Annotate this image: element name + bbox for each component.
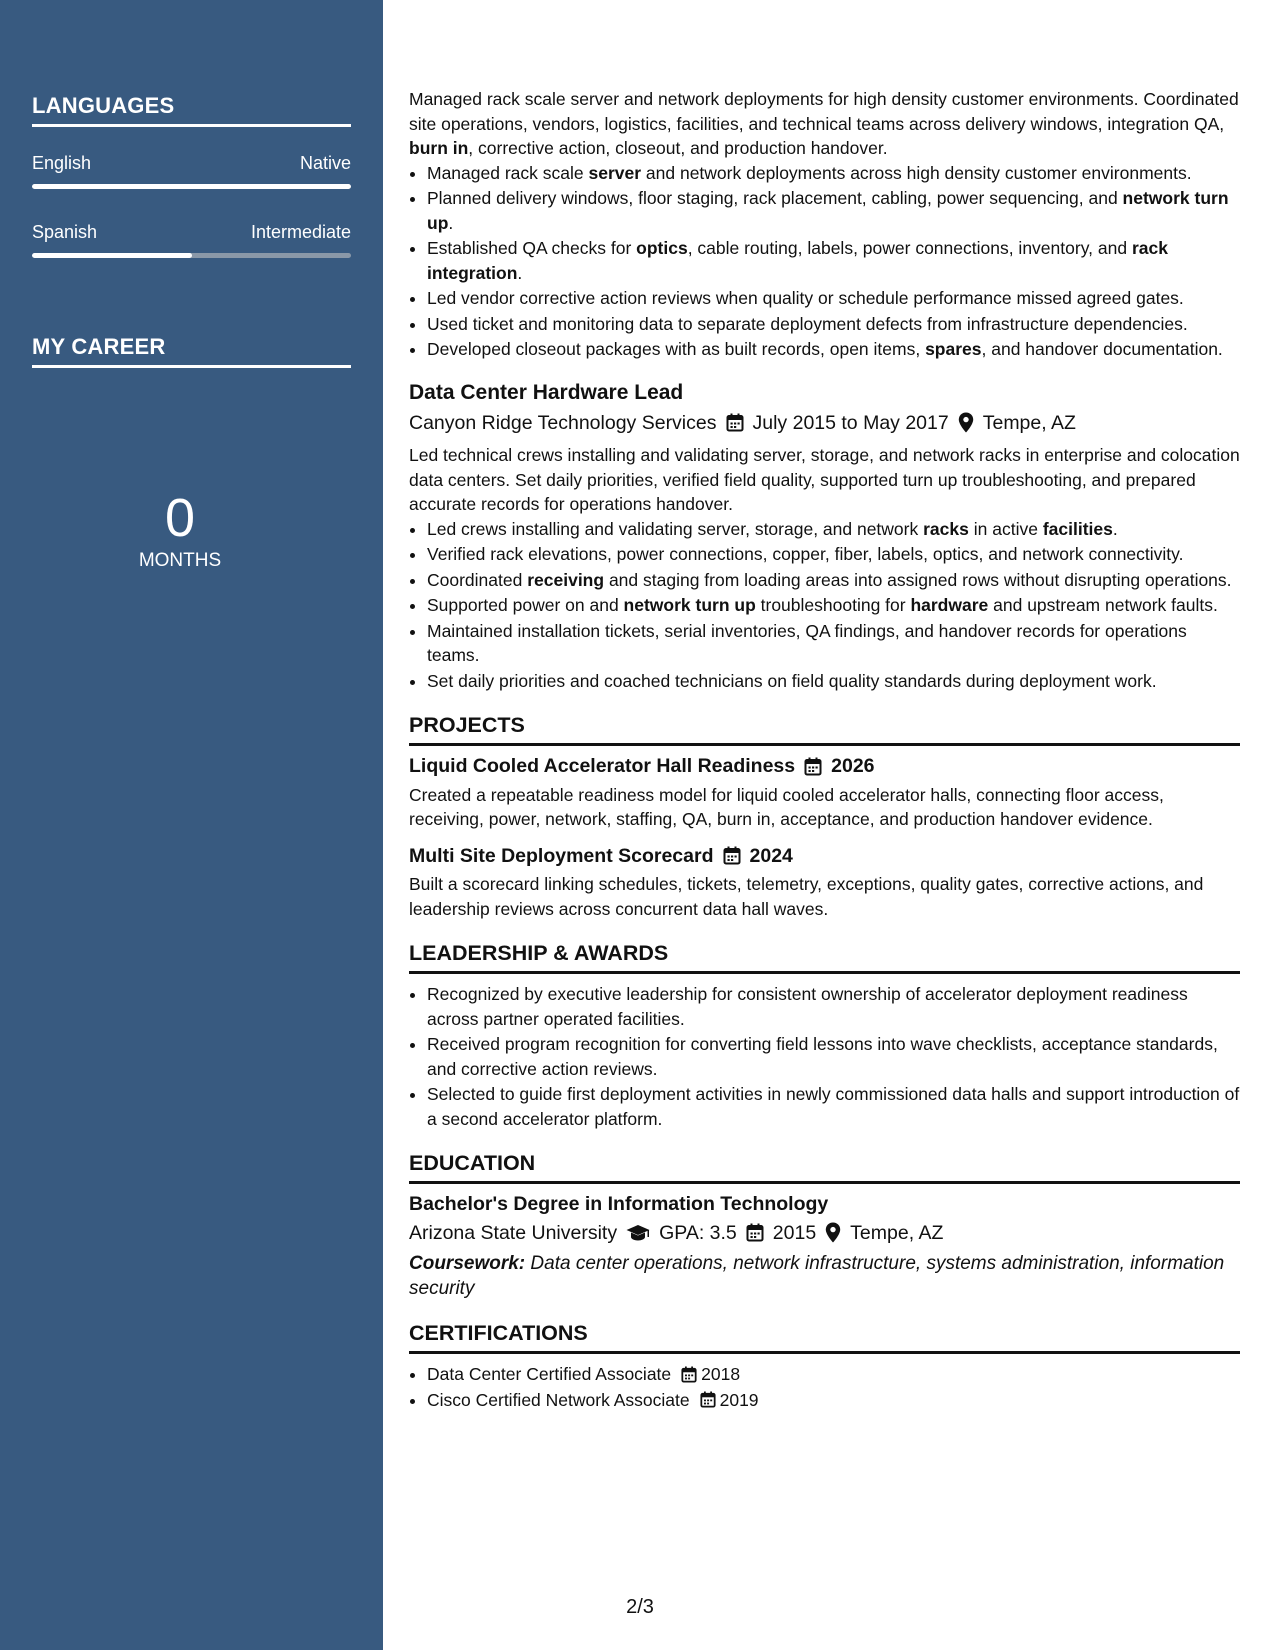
calendar-icon xyxy=(746,1223,764,1242)
calendar-icon xyxy=(726,413,744,432)
location-pin-icon xyxy=(958,412,974,433)
language-level: Native xyxy=(299,153,351,173)
list-item: • Used ticket and monitoring data to separate deployment defects from infrastructure dependencies. xyxy=(427,312,1240,337)
list-item: • Coordinated receiving and staging from loading areas into assigned rows without disrupting operations. xyxy=(427,568,1240,593)
list-item: • Received program recognition for converting field lessons into wave checklists, acceptance standards, and corrective action reviews. xyxy=(427,1032,1240,1081)
graduation-cap-icon xyxy=(626,1224,650,1242)
project-title: Multi Site Deployment Scorecard xyxy=(409,844,714,867)
bold-text: burn in xyxy=(409,138,469,158)
leadership-heading: LEADERSHIP & AWARDS xyxy=(409,939,1240,974)
education-heading: EDUCATION xyxy=(409,1149,1240,1184)
job-summary xyxy=(409,87,1240,161)
project-year: 2026 xyxy=(831,755,875,777)
job-summary: Led technical crews installing and validating server, storage, and network racks in enterprise and colocation data centers. Set daily priorities, verified field quality, supported turn up troubleshooting, and prepared accurate records for operations handover. xyxy=(409,445,1240,514)
certification-list xyxy=(409,1362,1240,1412)
list-item: • Selected to guide first deployment activities in newly commissioned data halls and support introduction of a second accelerator platform. xyxy=(427,1082,1240,1131)
language-row-english xyxy=(32,153,351,174)
project-title: Liquid Cooled Accelerator Hall Readiness xyxy=(409,755,796,777)
career-heading: MY CAREER xyxy=(32,334,351,368)
language-row-spanish xyxy=(32,222,351,243)
list-item: • Managed rack scale server and network deployments across high density customer environments. xyxy=(427,161,1240,186)
projects-heading: PROJECTS xyxy=(409,711,1240,746)
company-name: Canyon Ridge Technology Services xyxy=(409,411,717,434)
list-item: • Planned delivery windows, floor staging, rack placement, cabling, power sequencing, and network turn up. xyxy=(427,186,1240,235)
calendar-icon xyxy=(700,1391,716,1408)
list-item: • Verified rack elevations, power connections, copper, fiber, labels, optics, and network connectivity. xyxy=(427,542,1240,567)
sidebar xyxy=(0,0,383,1650)
list-item: • Led vendor corrective action reviews when quality or schedule performance missed agreed gates. xyxy=(427,286,1240,311)
job-dates: July 2015 to May 2017 xyxy=(752,411,949,434)
school-location: Tempe, AZ xyxy=(850,1221,944,1244)
list-item: • Recognized by executive leadership for consistent ownership of accelerator deployment readiness across partner operated facilities. xyxy=(427,982,1240,1031)
coursework xyxy=(409,1251,1240,1301)
list-item: • Maintained installation tickets, serial inventories, QA findings, and handover records for operations teams. xyxy=(427,619,1240,668)
calendar-icon xyxy=(681,1366,697,1383)
language-proficiency-bar-spanish xyxy=(32,253,351,258)
project-year: 2024 xyxy=(749,844,793,867)
coursework-label: Coursework: xyxy=(409,1253,526,1274)
calendar-icon xyxy=(804,757,822,776)
job-bullets xyxy=(409,517,1240,694)
language-proficiency-bar-english xyxy=(32,184,351,189)
project-title-row xyxy=(409,754,1240,779)
page-number: 2/3 xyxy=(626,1596,654,1618)
project-title-row xyxy=(409,844,1240,869)
career-unit: MONTHS xyxy=(138,550,222,571)
graduation-year: 2015 xyxy=(772,1221,817,1244)
list-item xyxy=(427,1388,1240,1413)
text: Managed rack scale server and network deployments for high density customer environments. Coordinated site operations, vendors, logistics, facilities, and technical teams across delivery windows, integration QA, xyxy=(409,89,1239,134)
calendar-icon xyxy=(723,846,741,865)
location-pin-icon xyxy=(825,1222,841,1243)
list-item: • Established QA checks for optics, cable routing, labels, power connections, inventory, and rack integration. xyxy=(427,236,1240,285)
list-item: • Developed closeout packages with as built records, open items, spares, and handover documentation. xyxy=(427,337,1240,362)
text: , corrective action, closeout, and production handover. xyxy=(468,138,888,158)
certifications-heading: CERTIFICATIONS xyxy=(409,1319,1240,1354)
project-description: Created a repeatable readiness model for liquid cooled accelerator halls, connecting floor access, receiving, power, network, staffing, QA, burn in, acceptance, and production handover evidence. xyxy=(409,784,1164,829)
degree-title: Bachelor's Degree in Information Technology xyxy=(409,1193,829,1215)
job-location: Tempe, AZ xyxy=(982,411,1076,434)
certification-name: • Cisco Certified Network Associate xyxy=(427,1389,690,1410)
certification-name: • Data Center Certified Associate xyxy=(427,1364,672,1384)
education-meta xyxy=(409,1221,1240,1246)
job-title: Data Center Hardware Lead xyxy=(409,380,684,404)
job-meta xyxy=(409,411,1240,436)
list-item: • Supported power on and network turn up troubleshooting for hardware and upstream network faults. xyxy=(427,593,1240,618)
list-item: • Led crews installing and validating server, storage, and network racks in active facilities. xyxy=(427,517,1240,542)
project-description: Built a scorecard linking schedules, tickets, telemetry, exceptions, quality gates, corrective actions, and leadership reviews across concurrent data hall waves. xyxy=(409,874,1204,919)
job-bullets xyxy=(409,161,1240,362)
career-count: 0 xyxy=(164,488,196,548)
school-name: Arizona State University xyxy=(409,1221,618,1244)
gpa: GPA: 3.5 xyxy=(659,1221,737,1244)
language-name: English xyxy=(32,153,92,173)
language-proficiency-fill xyxy=(32,184,351,189)
certification-year: 2018 xyxy=(701,1364,741,1384)
certification-year: 2019 xyxy=(719,1389,759,1410)
coursework-text: Data center operations, network infrastructure, systems administration, information security xyxy=(409,1253,1225,1299)
language-level: Intermediate xyxy=(250,222,351,242)
main-content xyxy=(409,87,1240,1413)
language-name: Spanish xyxy=(32,222,98,242)
languages-heading: LANGUAGES xyxy=(32,93,351,127)
language-proficiency-fill xyxy=(32,253,192,258)
leadership-bullets xyxy=(409,982,1240,1131)
list-item: • Set daily priorities and coached technicians on field quality standards during deployment work. xyxy=(427,669,1240,694)
list-item xyxy=(427,1362,1240,1387)
